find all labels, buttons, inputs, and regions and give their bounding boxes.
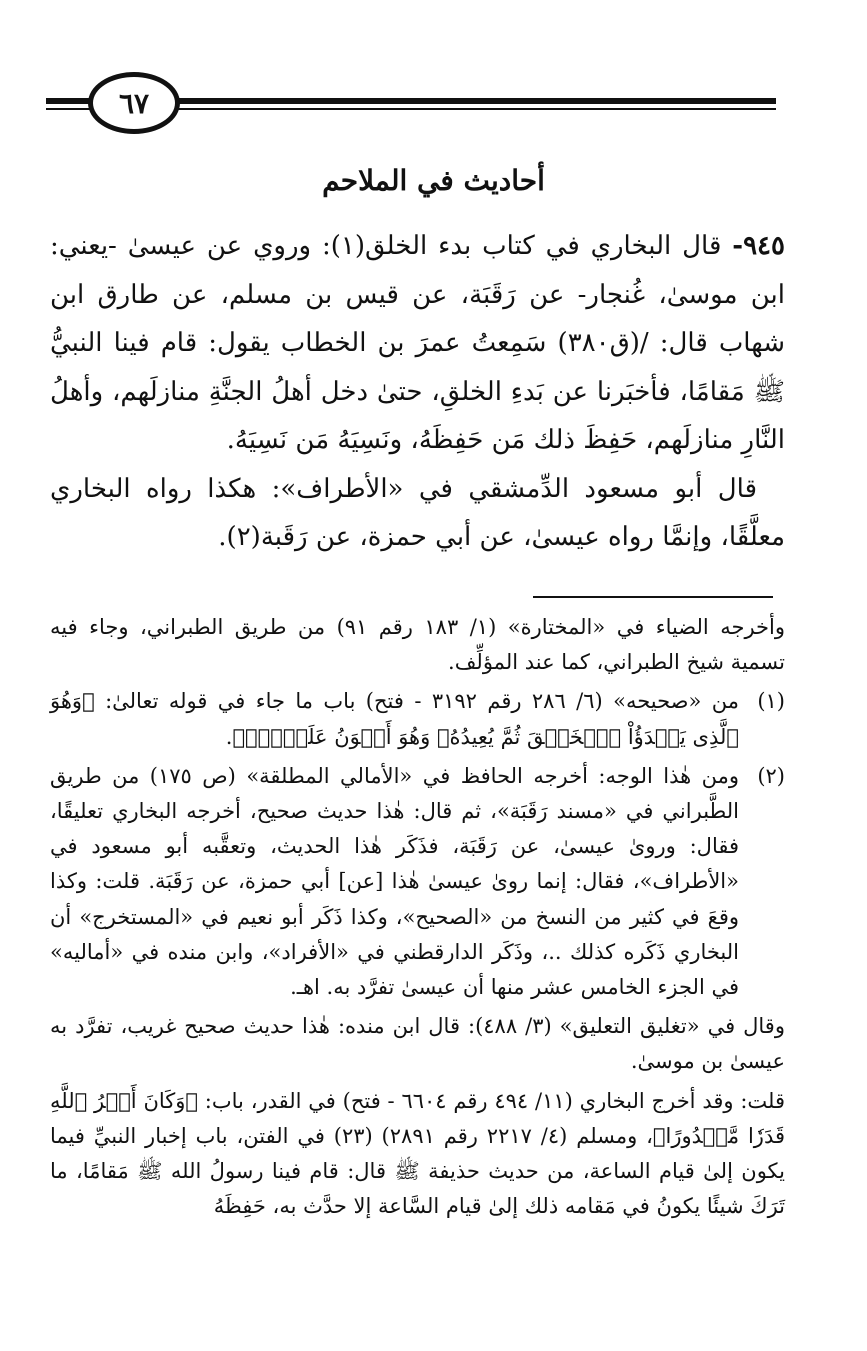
hadith-number: ٩٤٥- [732,231,785,261]
footnote-text: ومن هٰذا الوجه: أخرجه الحافظ في «الأمالي المطلقة» (ص ١٧٥) من طريق الطَّبراني في «مسند رَقَبَة»، ثم قال: هٰذا حديث صحيح، أخرجه البخاري تعليقًا، فقال: ورویٰ عيسىٰ، عن رَقَبَة، فذَكَر هٰذا الحديث، وتعقَّبه أبو مسعود في «الأطراف»، فقال: إنما رویٰ عيسىٰ هٰذا [عن] أبي حمزة، عن رَقَبَة. قلت: وكذا وقعَ في كثير من النسخ من «الصحيح»، وكذا ذَكَر أبو نعيم في «المستخرج» أن البخاري ذَكَره كذلك ..، وذَكَر الدارقطني في «الأفراد»، وابن منده في «أماليه» في الجزء الخامس عشر منها أن عيسىٰ تفرَّد به. اهـ. [50,763,740,1000]
footnotes [50,610,785,1224]
page-number: ٦٧ [88,72,180,134]
hadith-paragraph-2: قال أبو مسعود الدِّمشقي في «الأطراف»: هكذا رواه البخاري معلَّقًا، وإنمَّا رواه عيسىٰ، عن أبي حمزة، عن رَقَبة(٢). [50,473,785,552]
hadith-text: قال البخاري في كتاب بدء الخلق(١): وروي عن عيسىٰ -يعني: ابن موسىٰ، غُنجار- عن رَقَبَة، عن قيس بن مسلم، عن طارق ابن شهاب قال: /(ق٣٨٠) سَمِعتُ عمرَ بن الخطاب يقول: قام فينا النبيُّ ﷺ مَقامًا، فأخبَرنا عن بَدءِ الخلقِ، حتىٰ دخل أهلُ الجنَّةِ منازلَهم، وأهلُ النَّارِ منازلَهم، حَفِظَ ذلك مَن حَفِظَهُ، ونَسِيَهُ مَن نَسِيَهُ. [50,231,785,455]
footnote-2 [50,759,785,1005]
footnote-1 [50,684,785,754]
page-header [46,72,776,132]
footnote-carryover: وأخرجه الضياء في «المختارة» (١/ ١٨٣ رقم ٩١) من طريق الطبراني، وجاء فيه تسمية شيخ الطبراني، كما عند المؤلِّف. [50,615,785,675]
footnote-number: (٢) [757,763,785,788]
footnote-continuation-1: وقال في «تغليق التعليق» (٣/ ٤٨٨): قال ابن منده: هٰذا حديث صحيح غريب، تفرَّد به عيسىٰ بن موسىٰ. [50,1014,785,1074]
section-title: أحاديث في الملاحم [322,164,545,197]
hadith-paragraph-1 [50,222,785,465]
footnote-text: من «صحيحه» (٦/ ٢٨٦ رقم ٣١٩٢ - فتح) باب ما جاء في قوله تعالىٰ: ﴿وَهُوَ ٱلَّذِى يَبۡدَؤُاْ ٱلۡخَلۡقَ ثُمَّ يُعِيدُهُۥ وَهُوَ أَهۡوَنُ عَلَيۡهِۚ﴾. [50,689,739,749]
footnote-continuation-2: قلت: وقد أخرج البخاري (١١/ ٤٩٤ رقم ٦٦٠٤ - فتح) في القدر، باب: ﴿وَكَانَ أَمۡرُ ٱللَّهِ قَدَرٗا مَّقۡدُورًا﴾، ومسلم (٤/ ٢٢١٧ رقم ٢٨٩١) (٢٣) في الفتن، باب إخبار النبيِّ فيما يكون إلىٰ قيام الساعة، من حديث حذيفة ﷺ قال: قام فينا رسولُ الله ﷺ مَقامًا، ما تَرَكَ شيئًا يكونُ في مَقامه ذلك إلىٰ قيام السَّاعة إلا حدَّث به، حَفِظَهُ [50,1088,786,1219]
hadith-body [50,222,785,562]
footnote-number: (١) [757,689,785,714]
footnote-divider [533,596,773,598]
